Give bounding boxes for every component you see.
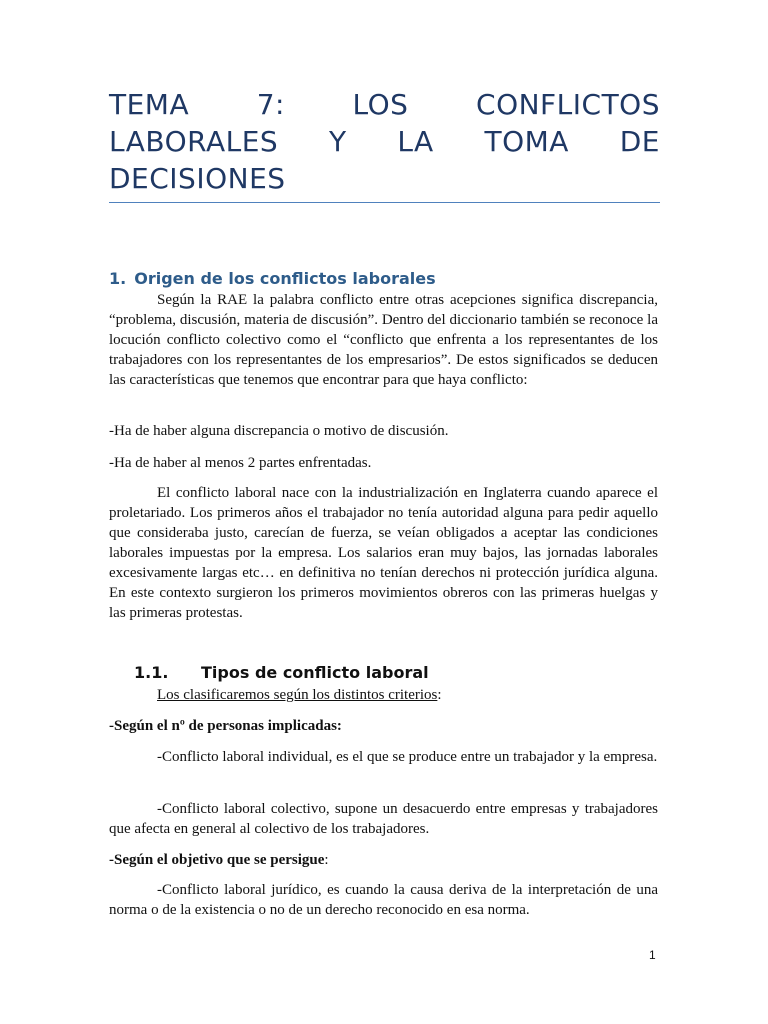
classification-intro-text: Los clasificaremos según los distintos criterios	[157, 687, 438, 703]
item-legal-conflict: -Conflicto laboral jurídico, es cuando la causa deriva de la interpretación de una norma o de la existencia o no de un derecho reconocido en esa norma.	[109, 882, 658, 918]
paragraph-rae-definition: Según la RAE la palabra conflicto entre otras acepciones significa discrepancia, “problema, discusión, materia de discusión”. Dentro del diccionario también se reconoce la locución conflicto colectivo como el “conflicto que enfrenta a los representantes de los trabajadores con los representantes de los empresarios”. De estos significados se deducen las características que tenemos que encontrar para que haya conflicto:	[109, 292, 658, 388]
title-word: DE	[619, 125, 660, 158]
criterion-people-involved: -Según el nº de personas implicadas:	[109, 718, 342, 734]
title-line-1	[109, 86, 660, 123]
title-word: LOS	[352, 88, 409, 121]
title-underline-rule	[109, 202, 660, 203]
section-number: 1.	[109, 269, 127, 288]
section-1-1-heading	[134, 663, 429, 682]
paragraph-industrialization: El conflicto laboral nace con la industrialización en Inglaterra cuando aparece el proletariado. Los primeros años el trabajador no tenía autoridad alguna para pedir aquello que consideraba justo, carecían de fuerza, se veían obligados a aceptar las condiciones laborales impuestas por la empresa. Los salarios eran muy bajos, las jornadas laborales excesivamente largas etc… en definitiva no tenían derechos ni protección jurídica alguna. En este contexto surgieron los primeros movimientos obreros con las primeras huelgas y las primeras protestas.	[109, 485, 658, 621]
section-title: Origen de los conflictos laborales	[134, 269, 436, 288]
classification-intro-colon: :	[437, 687, 442, 703]
page-number: 1	[649, 948, 656, 962]
section-1-heading	[109, 269, 436, 288]
title-word: TEMA	[109, 88, 190, 121]
title-word: DECISIONES	[109, 162, 286, 195]
section-number: 1.1.	[134, 663, 169, 682]
criterion-objective-colon: :	[324, 852, 329, 868]
criterion-objective-text: -Según el objetivo que se persigue	[109, 852, 325, 868]
document-title	[109, 86, 660, 197]
title-word: LA	[397, 125, 434, 158]
title-word: Y	[328, 125, 347, 158]
criterion-objective	[109, 850, 658, 870]
bullet-two-parties: -Ha de haber al menos 2 partes enfrentadas.	[109, 455, 372, 471]
title-line-2	[109, 123, 660, 160]
bullet-discrepancy: -Ha de haber alguna discrepancia o motivo de discusión.	[109, 423, 449, 439]
item-individual-conflict: -Conflicto laboral individual, es el que se produce entre un trabajador y la empresa.	[157, 749, 658, 765]
classification-intro	[109, 685, 658, 705]
title-word: CONFLICTOS	[476, 88, 660, 121]
title-word: TOMA	[484, 125, 569, 158]
title-line-3	[109, 160, 660, 197]
section-title: Tipos de conflicto laboral	[201, 663, 429, 682]
title-word: LABORALES	[109, 125, 279, 158]
item-collective-conflict: -Conflicto laboral colectivo, supone un desacuerdo entre empresas y trabajadores que afecta en general al colectivo de los trabajadores.	[109, 801, 658, 837]
title-word: 7:	[256, 88, 285, 121]
